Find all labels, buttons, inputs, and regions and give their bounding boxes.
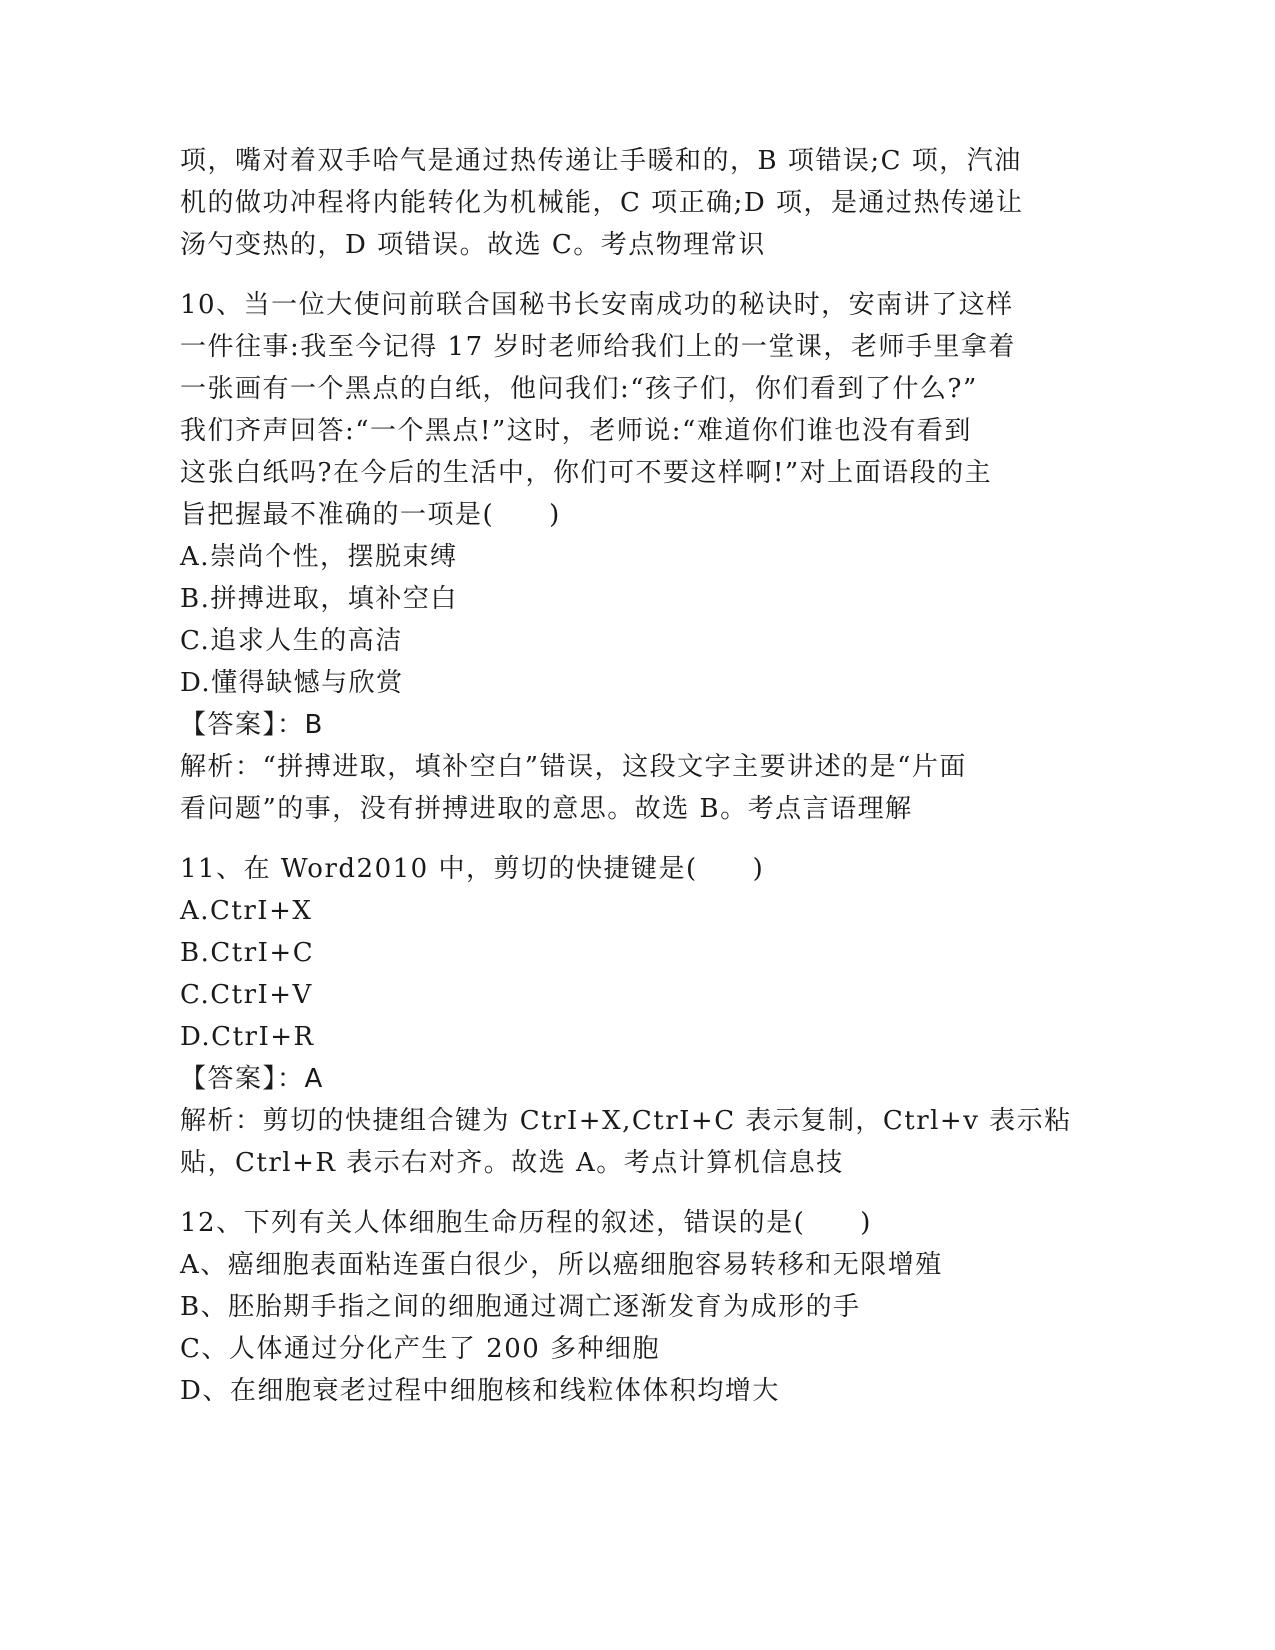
option-c: C.追求人生的高洁: [180, 626, 403, 656]
answer-line: 【答案】：B: [180, 710, 324, 740]
question-options: [180, 890, 1080, 1058]
answer-line: 【答案】：A: [180, 1064, 324, 1094]
text-line: 一张画有一个黑点的白纸，他问我们:“孩子们，你们看到了什么?”: [180, 374, 978, 404]
option-d: D、在细胞衰老过程中细胞核和线粒体体积均增大: [180, 1376, 780, 1406]
question-options: [180, 536, 1080, 704]
text-line: 这张白纸吗?在今后的生活中，你们可不要这样啊!”对上面语段的主: [180, 458, 993, 488]
text-line: 汤勺变热的，D 项错误。故选 C。考点物理常识: [180, 230, 766, 260]
option-a: A.崇尚个性，摆脱束缚: [180, 542, 458, 572]
text-line: 11、在 Word2010 中，剪切的快捷键是( ): [180, 854, 765, 884]
option-b: B.拼搏进取，填补空白: [180, 584, 458, 614]
text-line: 10、当一位大使问前联合国秘书长安南成功的秘诀时，安南讲了这样: [180, 290, 1014, 320]
text-line: 解析：“拼搏进取，填补空白”错误，这段文字主要讲述的是“片面: [180, 752, 967, 782]
option-d: D.懂得缺憾与欣赏: [180, 668, 404, 698]
option-b: B.CtrI+C: [180, 938, 315, 968]
text-line: 解析：剪切的快捷组合键为 CtrI+X,CtrI+C 表示复制，Ctrl+v 表示粘: [180, 1106, 1072, 1136]
document-page: [180, 140, 1080, 1412]
text-line: 我们齐声回答:“一个黑点!”这时，老师说:“难道你们谁也没有看到: [180, 416, 972, 446]
question-options: [180, 1244, 1080, 1412]
text-line: 12、下列有关人体细胞生命历程的叙述，错误的是( ): [180, 1208, 872, 1238]
text-line: 旨把握最不准确的一项是( ): [180, 500, 561, 530]
question-stem: [180, 284, 1080, 536]
option-b: B、胚胎期手指之间的细胞通过凋亡逐渐发育为成形的手: [180, 1292, 861, 1322]
text-line: 贴，Ctrl+R 表示右对齐。故选 A。考点计算机信息技: [180, 1148, 844, 1178]
option-a: A、癌细胞表面粘连蛋白很少，所以癌细胞容易转移和无限增殖: [180, 1250, 943, 1280]
option-c: C、人体通过分化产生了 200 多种细胞: [180, 1334, 661, 1364]
option-d: D.CtrI+R: [180, 1022, 315, 1052]
question-stem: [180, 1202, 1080, 1244]
option-a: A.CtrI+X: [180, 896, 313, 926]
text-line: 项，嘴对着双手哈气是通过热传递让手暖和的，B 项错误;C 项，汽油: [180, 146, 1022, 176]
text-line: 一件往事:我至今记得 17 岁时老师给我们上的一堂课，老师手里拿着: [180, 332, 1016, 362]
q9-analysis-continuation: [180, 140, 1080, 266]
analysis: [180, 1100, 1080, 1184]
question-stem: [180, 848, 1080, 890]
question-10: [180, 284, 1080, 830]
text-line: 看问题”的事，没有拼搏进取的意思。故选 B。考点言语理解: [180, 794, 913, 824]
option-c: C.CtrI+V: [180, 980, 313, 1010]
text-line: 机的做功冲程将内能转化为机械能，C 项正确;D 项，是通过热传递让: [180, 188, 1024, 218]
question-11: [180, 848, 1080, 1184]
analysis: [180, 746, 1080, 830]
question-12: [180, 1202, 1080, 1412]
